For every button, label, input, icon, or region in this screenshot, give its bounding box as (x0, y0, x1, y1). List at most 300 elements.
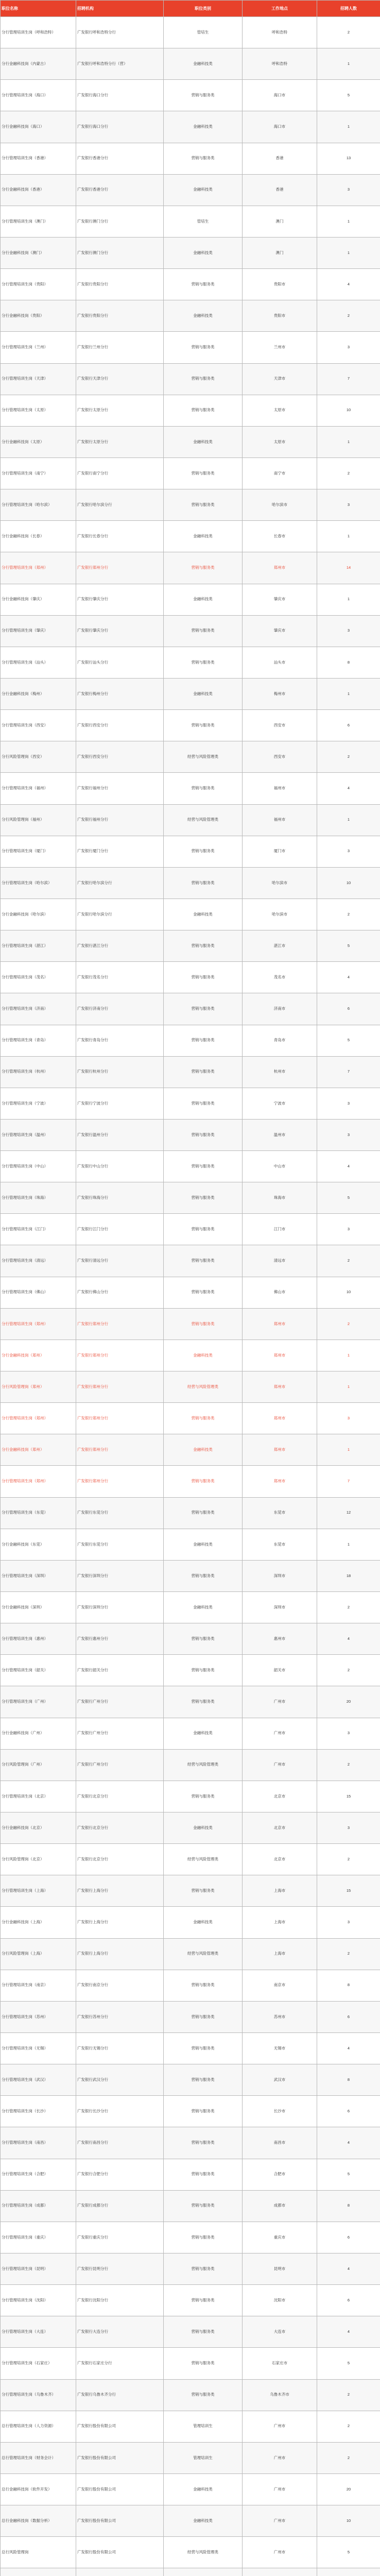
cell-position-title: 总行风险管理岗 (1, 2537, 76, 2568)
cell-headcount: 4 (317, 1151, 380, 1182)
cell-institution: 广发银行南昌分行 (76, 2127, 164, 2159)
cell-category: 经营与风险管理类 (164, 1938, 243, 1970)
cell-category: 营销与服务类 (164, 1056, 243, 1088)
cell-position-title: 分行管理培训生岗（天津） (1, 363, 76, 395)
cell-institution: 广发银行上海分行 (76, 1938, 164, 1970)
cell-institution: 广发银行深圳分行 (76, 1592, 164, 1623)
cell-position-title: 分行管理培训生岗（南京） (1, 1970, 76, 2001)
cell-position-title: 总行金融科技岗（软件开发） (1, 2473, 76, 2505)
cell-headcount: 1 (317, 48, 380, 80)
cell-location: 江门市 (243, 1214, 317, 1245)
table-row (1, 836, 380, 867)
cell-headcount: 7 (317, 1466, 380, 1497)
cell-position-title: 分行金融科技岗（哈尔滨） (1, 899, 76, 930)
cell-position-title: 分行金融科技岗（贵阳） (1, 300, 76, 332)
cell-institution: 广发银行上海分行 (76, 1907, 164, 1938)
cell-headcount: 4 (317, 1623, 380, 1655)
table-row (1, 615, 380, 647)
cell-location: 肇庆市 (243, 584, 317, 615)
cell-position-title: 分行管理培训生岗（广州） (1, 1686, 76, 1718)
cell-category: 营销与服务类 (164, 993, 243, 1025)
cell-position-title: 总行金融科技岗（数据分析） (1, 2505, 76, 2537)
cell-institution: 广发银行湛江分行 (76, 930, 164, 962)
cell-headcount: 4 (317, 962, 380, 993)
table-row (1, 710, 380, 741)
cell-position-title: 分行管理培训生岗（惠州） (1, 1623, 76, 1655)
cell-headcount: 18 (317, 1560, 380, 1591)
cell-position-title: 分行金融科技岗（上海） (1, 1907, 76, 1938)
cell-headcount: 6 (317, 710, 380, 741)
cell-position-title: 分行金融科技岗（太原） (1, 426, 76, 457)
cell-position-title: 分行管理培训生岗（江门） (1, 1214, 76, 1245)
cell-location: 哈尔滨市 (243, 867, 317, 899)
cell-position-title: 分行金融科技岗（内蒙古） (1, 48, 76, 80)
cell-headcount: 6 (317, 2096, 380, 2127)
cell-institution: 广发银行重庆分行 (76, 2222, 164, 2253)
cell-location: 郑州市 (243, 1308, 317, 1340)
cell-location: 北京市 (243, 1781, 317, 1812)
cell-headcount: 8 (317, 2190, 380, 2222)
cell-location: 苏州市 (243, 2001, 317, 2032)
cell-location: 海口市 (243, 80, 317, 111)
table-row (1, 1938, 380, 1970)
table-row (1, 1560, 380, 1591)
cell-position-title: 分行管理培训生岗（珠海） (1, 1182, 76, 1214)
cell-headcount: 14 (317, 552, 380, 584)
table-row (1, 773, 380, 804)
cell-headcount: 2 (317, 741, 380, 773)
cell-location: 上海市 (243, 1938, 317, 1970)
table-row (1, 993, 380, 1025)
cell-institution: 广发银行茂名分行 (76, 962, 164, 993)
cell-headcount: 1 (317, 1434, 380, 1466)
cell-location: 呼和浩特 (243, 48, 317, 80)
cell-headcount: 4 (317, 2033, 380, 2064)
cell-location: 深圳市 (243, 1560, 317, 1591)
table-body (1, 17, 380, 2576)
cell-headcount: 5 (317, 80, 380, 111)
cell-position-title: 分行管理培训生岗（郑州） (1, 1403, 76, 1434)
cell-headcount: 10 (317, 2505, 380, 2537)
cell-institution: 广发银行广州分行 (76, 1686, 164, 1718)
cell-institution: 广发银行贵阳分行 (76, 269, 164, 300)
cell-category: 营销与服务类 (164, 867, 243, 899)
cell-position-title: 分行管理培训生岗（湛江） (1, 930, 76, 962)
cell-headcount: 2 (317, 2411, 380, 2442)
cell-institution: 广发银行股份有限公司 (76, 2411, 164, 2442)
cell-institution: 广发银行长春分行 (76, 521, 164, 552)
cell-location: 济南市 (243, 993, 317, 1025)
table-row (1, 300, 380, 332)
cell-location: 清远市 (243, 1245, 317, 1277)
cell-location: 广州市 (243, 2537, 317, 2568)
cell-location: 武汉市 (243, 2064, 317, 2096)
cell-headcount: 2 (317, 1308, 380, 1340)
cell-position-title: 分行风险管理岗（郑州） (1, 1371, 76, 1403)
cell-institution: 广发银行股份有限公司 (76, 2537, 164, 2568)
cell-category: 营销与服务类 (164, 1308, 243, 1340)
cell-institution: 广发银行郑州分行 (76, 1434, 164, 1466)
cell-institution: 广发银行肇庆分行 (76, 584, 164, 615)
table-row (1, 1088, 380, 1119)
cell-location: 杭州市 (243, 1056, 317, 1088)
cell-institution: 广发银行澳门分行 (76, 237, 164, 268)
cell-institution: 广发银行福州分行 (76, 804, 164, 836)
table-row (1, 1655, 380, 1686)
table-row (1, 2473, 380, 2505)
cell-headcount: 2 (317, 899, 380, 930)
cell-position-title: 分行金融科技岗（梅州） (1, 678, 76, 709)
cell-headcount: 1 (317, 1340, 380, 1371)
cell-category: 营销与服务类 (164, 1970, 243, 2001)
cell-location: 长春市 (243, 521, 317, 552)
table-row (1, 1434, 380, 1466)
table-row (1, 1623, 380, 1655)
cell-headcount: 1 (317, 1371, 380, 1403)
cell-headcount: 4 (317, 2127, 380, 2159)
cell-headcount: 2 (317, 300, 380, 332)
cell-institution: 广发银行北京分行 (76, 1781, 164, 1812)
cell-headcount: 3 (317, 1907, 380, 1938)
cell-location: 长沙市 (243, 2096, 317, 2127)
cell-position-title: 分行管理培训生岗（沈阳） (1, 2285, 76, 2316)
cell-location: 东莞市 (243, 1497, 317, 1529)
cell-institution: 广发银行无锡分行 (76, 2033, 164, 2064)
cell-location: 郑州市 (243, 1371, 317, 1403)
cell-headcount: 2 (317, 1938, 380, 1970)
cell-institution: 广发银行贵阳分行 (76, 300, 164, 332)
cell-headcount: 3 (317, 1718, 380, 1749)
cell-category: 营销与服务类 (164, 615, 243, 647)
cell-position-title: 分行管理培训生岗（青岛） (1, 1025, 76, 1056)
table-row (1, 2127, 380, 2159)
table-row (1, 804, 380, 836)
table-row (1, 1025, 380, 1056)
cell-institution: 广发银行哈尔滨分行 (76, 489, 164, 521)
cell-location: 西安市 (243, 710, 317, 741)
cell-position-title: 分行金融科技岗（郑州） (1, 1340, 76, 1371)
cell-position-title: 分行管理培训生岗（海口） (1, 80, 76, 111)
cell-position-title: 分行金融科技岗（广州） (1, 1718, 76, 1749)
table-row (1, 1277, 380, 1308)
cell-location (243, 2568, 317, 2576)
cell-category: 营销与服务类 (164, 930, 243, 962)
cell-category: 经营与风险管理类 (164, 741, 243, 773)
cell-category: 金融科技类 (164, 48, 243, 80)
cell-headcount: 13 (317, 143, 380, 174)
cell-institution: 广发银行苏州分行 (76, 2001, 164, 2032)
cell-location: 广州市 (243, 1718, 317, 1749)
table-row (1, 174, 380, 206)
cell-headcount: 2 (317, 2442, 380, 2473)
cell-category: 金融科技类 (164, 1718, 243, 1749)
cell-position-title: 分行管理培训生岗（清远） (1, 1245, 76, 1277)
cell-headcount: 15 (317, 1781, 380, 1812)
cell-institution: 广发银行西安分行 (76, 710, 164, 741)
cell-headcount: 3 (317, 1403, 380, 1434)
table-row (1, 2190, 380, 2222)
header-institution: 招聘机构 (76, 1, 164, 17)
table-row (1, 1844, 380, 1875)
cell-location: 宁波市 (243, 1088, 317, 1119)
cell-position-title: 分行风险管理岗（北京） (1, 1844, 76, 1875)
cell-category: 金融科技类 (164, 584, 243, 615)
table-row (1, 1466, 380, 1497)
cell-position-title: 分行管理培训生岗（乌鲁木齐） (1, 2379, 76, 2411)
cell-category: 营销与服务类 (164, 2033, 243, 2064)
cell-headcount: 2 (317, 2379, 380, 2411)
table-row (1, 17, 380, 48)
cell-institution: 广发银行汕头分行 (76, 647, 164, 678)
cell-headcount: 2 (317, 457, 380, 489)
cell-category: 营销与服务类 (164, 2190, 243, 2222)
cell-institution: 广发银行中山分行 (76, 1151, 164, 1182)
cell-location: 郑州市 (243, 1466, 317, 1497)
table-row (1, 521, 380, 552)
cell-location: 哈尔滨市 (243, 489, 317, 521)
cell-category: 营销与服务类 (164, 395, 243, 426)
cell-location: 大连市 (243, 2316, 317, 2348)
cell-location: 珠海市 (243, 1182, 317, 1214)
cell-institution: 广发银行太原分行 (76, 395, 164, 426)
cell-headcount: 1 (317, 584, 380, 615)
cell-institution: 广发银行股份有限公司 (76, 2473, 164, 2505)
cell-category: 营销与服务类 (164, 647, 243, 678)
cell-category: 金融科技类 (164, 2473, 243, 2505)
cell-position-title: 分行管理培训生岗（杭州） (1, 1056, 76, 1088)
cell-category: 营销与服务类 (164, 1686, 243, 1718)
table-row (1, 867, 380, 899)
cell-position-title: 分行管理培训生岗（香港） (1, 143, 76, 174)
cell-institution: 广发银行韶关分行 (76, 1655, 164, 1686)
cell-location: 沈阳市 (243, 2285, 317, 2316)
cell-institution: 广发银行青岛分行 (76, 1025, 164, 1056)
table-row (1, 1781, 380, 1812)
cell-location: 郑州市 (243, 552, 317, 584)
cell-location: 西安市 (243, 741, 317, 773)
cell-position-title: 分行管理培训生岗（西安） (1, 710, 76, 741)
cell-headcount: 5 (317, 930, 380, 962)
cell-category: 营销与服务类 (164, 1875, 243, 1907)
table-row (1, 1875, 380, 1907)
cell-category (164, 2568, 243, 2576)
cell-institution: 广发银行厦门分行 (76, 836, 164, 867)
cell-headcount: 8 (317, 2064, 380, 2096)
cell-headcount: 3 (317, 1214, 380, 1245)
cell-institution: 广发银行郑州分行 (76, 1403, 164, 1434)
cell-institution: 广发银行福州分行 (76, 773, 164, 804)
table-row (1, 1182, 380, 1214)
cell-location: 厦门市 (243, 836, 317, 867)
cell-category: 经营与风险管理类 (164, 1844, 243, 1875)
cell-location: 哈尔滨市 (243, 899, 317, 930)
cell-category: 金融科技类 (164, 521, 243, 552)
cell-location: 贵阳市 (243, 269, 317, 300)
header-position-title: 职位名称 (1, 1, 76, 17)
table-row (1, 1970, 380, 2001)
table-row (1, 1214, 380, 1245)
cell-position-title: 总行管理培训生岗（人力资源） (1, 2411, 76, 2442)
cell-institution: 广发银行温州分行 (76, 1119, 164, 1150)
table-row (1, 552, 380, 584)
table-row (1, 2316, 380, 2348)
cell-headcount: 8 (317, 1970, 380, 2001)
cell-institution: 广发银行珠海分行 (76, 1182, 164, 1214)
cell-location: 兰州市 (243, 332, 317, 363)
table-row (1, 1529, 380, 1560)
table-row (1, 48, 380, 80)
cell-category: 金融科技类 (164, 899, 243, 930)
table-row (1, 1371, 380, 1403)
table-row (1, 2505, 380, 2537)
cell-headcount: 8 (317, 647, 380, 678)
header-category: 职位类别 (164, 1, 243, 17)
cell-institution: 广发银行广州分行 (76, 1718, 164, 1749)
cell-position-title: 分行管理培训生岗（苏州） (1, 2001, 76, 2032)
cell-category: 管理培训生 (164, 2411, 243, 2442)
cell-institution: 广发银行东莞分行 (76, 1529, 164, 1560)
cell-location: 太原市 (243, 426, 317, 457)
cell-category: 营销与服务类 (164, 1781, 243, 1812)
cell-category: 经营与风险管理类 (164, 804, 243, 836)
cell-location: 梅州市 (243, 678, 317, 709)
cell-location: 韶关市 (243, 1655, 317, 1686)
cell-headcount: 2 (317, 17, 380, 48)
cell-headcount: 1 (317, 206, 380, 237)
cell-headcount: 12 (317, 1497, 380, 1529)
cell-category: 营销与服务类 (164, 1623, 243, 1655)
cell-institution: 广发银行呼和浩特分行 (76, 17, 164, 48)
cell-headcount: 3 (317, 1119, 380, 1150)
table-row (1, 2159, 380, 2190)
cell-category: 金融科技类 (164, 1529, 243, 1560)
table-row (1, 1056, 380, 1088)
cell-institution: 广发银行郑州分行 (76, 1466, 164, 1497)
cell-location: 石家庄市 (243, 2348, 317, 2379)
cell-position-title: 分行管理培训生岗（昆明） (1, 2253, 76, 2284)
cell-category: 金融科技类 (164, 111, 243, 143)
cell-position-title (1, 2568, 76, 2576)
table-row (1, 1907, 380, 1938)
cell-category: 营销与服务类 (164, 1119, 243, 1150)
table-row (1, 1718, 380, 1749)
cell-institution: 广发银行郑州分行 (76, 1340, 164, 1371)
cell-institution: 广发银行惠州分行 (76, 1623, 164, 1655)
cell-position-title: 分行管理培训生岗（长沙） (1, 2096, 76, 2127)
cell-position-title: 分行管理培训生岗（合肥） (1, 2159, 76, 2190)
cell-headcount: 3 (317, 1088, 380, 1119)
cell-category: 营销与服务类 (164, 2316, 243, 2348)
cell-headcount: 2 (317, 1655, 380, 1686)
cell-headcount: 6 (317, 2285, 380, 2316)
cell-institution: 广发银行南京分行 (76, 1970, 164, 2001)
cell-location: 乌鲁木齐市 (243, 2379, 317, 2411)
cell-position-title: 分行金融科技岗（肇庆） (1, 584, 76, 615)
cell-position-title: 分行管理培训生岗（哈尔滨） (1, 867, 76, 899)
table-row (1, 1812, 380, 1844)
cell-location: 郑州市 (243, 1434, 317, 1466)
table-row (1, 1749, 380, 1781)
header-headcount: 招聘人数 (317, 1, 380, 17)
cell-headcount: 7 (317, 363, 380, 395)
cell-location: 广州市 (243, 2473, 317, 2505)
cell-position-title: 分行管理培训生岗（贵阳） (1, 269, 76, 300)
cell-institution: 广发银行南宁分行 (76, 457, 164, 489)
cell-position-title: 分行风险管理岗（上海） (1, 1938, 76, 1970)
cell-category: 营销与服务类 (164, 1182, 243, 1214)
cell-institution: 广发银行乌鲁木齐分行 (76, 2379, 164, 2411)
cell-institution: 广发银行股份有限公司 (76, 2505, 164, 2537)
cell-headcount: 3 (317, 174, 380, 206)
cell-institution: 广发银行杭州分行 (76, 1056, 164, 1088)
cell-institution (76, 2568, 164, 2576)
cell-headcount: 4 (317, 773, 380, 804)
table-row (1, 206, 380, 237)
cell-category: 营销与服务类 (164, 552, 243, 584)
cell-position-title: 分行金融科技岗（澳门） (1, 237, 76, 268)
cell-category: 营销与服务类 (164, 1088, 243, 1119)
cell-category: 营销与服务类 (164, 773, 243, 804)
cell-institution: 广发银行北京分行 (76, 1844, 164, 1875)
cell-institution: 广发银行海口分行 (76, 111, 164, 143)
cell-location: 郑州市 (243, 1403, 317, 1434)
cell-institution: 广发银行武汉分行 (76, 2064, 164, 2096)
table-row (1, 395, 380, 426)
cell-position-title: 分行管理培训生岗（中山） (1, 1151, 76, 1182)
table-row (1, 1686, 380, 1718)
cell-category: 营销与服务类 (164, 1655, 243, 1686)
cell-category: 营销与服务类 (164, 2096, 243, 2127)
cell-location: 海口市 (243, 111, 317, 143)
cell-category: 营销与服务类 (164, 332, 243, 363)
cell-headcount: 6 (317, 993, 380, 1025)
table-row (1, 741, 380, 773)
cell-institution: 广发银行济南分行 (76, 993, 164, 1025)
table-row (1, 489, 380, 521)
cell-headcount: 20 (317, 1686, 380, 1718)
cell-category: 营销与服务类 (164, 2127, 243, 2159)
cell-headcount: 6 (317, 2222, 380, 2253)
table-row (1, 2064, 380, 2096)
cell-institution: 广发银行海口分行 (76, 80, 164, 111)
cell-location: 福州市 (243, 773, 317, 804)
cell-location: 北京市 (243, 1812, 317, 1844)
table-row (1, 2033, 380, 2064)
cell-category: 金融科技类 (164, 1340, 243, 1371)
cell-position-title: 分行金融科技岗（郑州） (1, 1434, 76, 1466)
cell-institution: 广发银行天津分行 (76, 363, 164, 395)
cell-position-title: 分行管理培训生岗（无锡） (1, 2033, 76, 2064)
cell-category: 金融科技类 (164, 2505, 243, 2537)
cell-institution: 广发银行哈尔滨分行 (76, 867, 164, 899)
cell-location: 汕头市 (243, 647, 317, 678)
cell-position-title: 分行管理培训生岗（郑州） (1, 1466, 76, 1497)
table-row (1, 80, 380, 111)
cell-category: 经营与风险管理类 (164, 2537, 243, 2568)
cell-headcount: 4 (317, 2253, 380, 2284)
cell-institution: 广发银行宁波分行 (76, 1088, 164, 1119)
table-row (1, 237, 380, 268)
cell-category: 营销与服务类 (164, 1025, 243, 1056)
cell-category: 营销与服务类 (164, 2001, 243, 2032)
cell-institution: 广发银行长沙分行 (76, 2096, 164, 2127)
cell-institution: 广发银行郑州分行 (76, 1371, 164, 1403)
cell-category: 管理培训生 (164, 2442, 243, 2473)
cell-category: 营销与服务类 (164, 489, 243, 521)
cell-category: 金融科技类 (164, 678, 243, 709)
cell-location: 呼和浩特 (243, 17, 317, 48)
cell-category: 金融科技类 (164, 1812, 243, 1844)
